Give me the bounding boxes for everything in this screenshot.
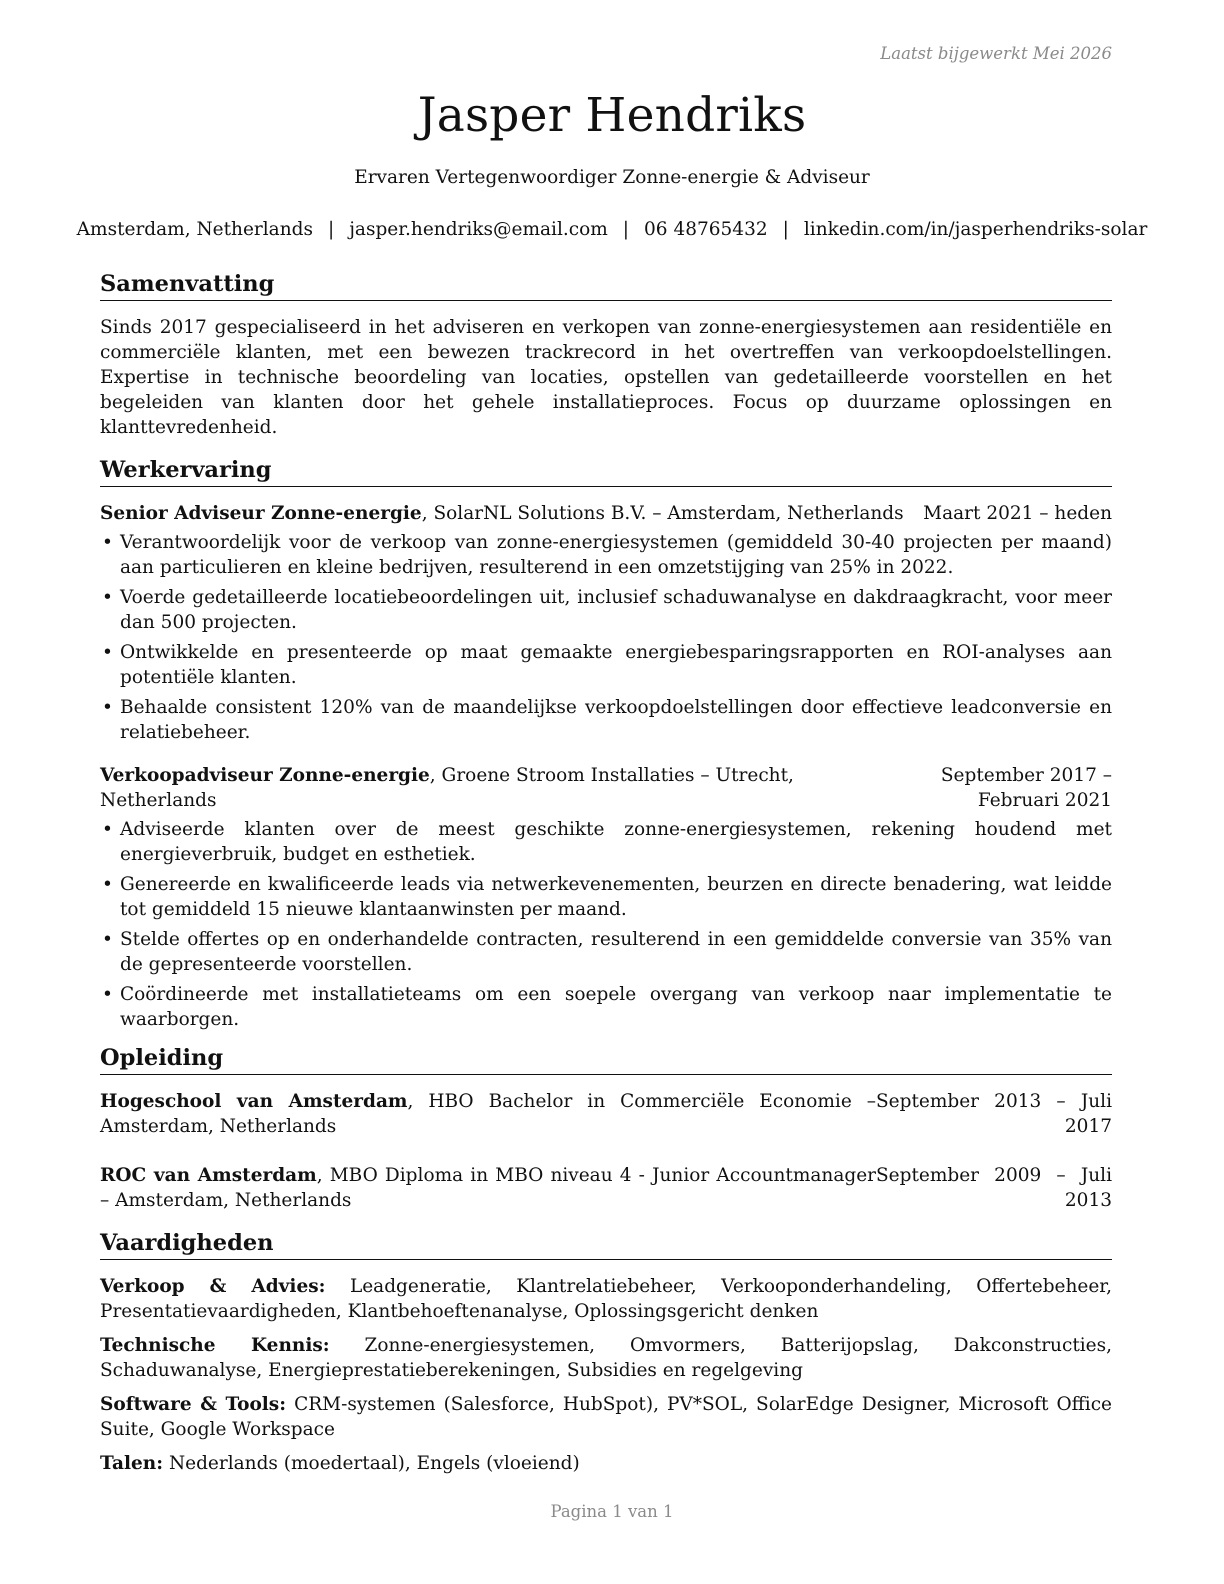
section-title-skills: Vaardigheden bbox=[100, 1229, 1112, 1260]
section-title-summary: Samenvatting bbox=[100, 270, 1112, 301]
experience-section bbox=[100, 456, 1112, 1032]
job-bullet: • Behaalde consistent 120% van de maandelijkse verkoopdoelstellingen door effectieve leadconversie en relatiebeheer. bbox=[100, 695, 1112, 745]
education-entry bbox=[100, 1089, 1112, 1139]
job-bullet: • Ontwikkelde en presenteerde op maat gemaakte energiebesparingsrapporten en ROI-analyses aan potentiële klanten. bbox=[100, 640, 1112, 690]
skill-text: Nederlands (moedertaal), Engels (vloeiend) bbox=[163, 1453, 580, 1474]
contact-location: Amsterdam, Netherlands bbox=[76, 219, 313, 240]
job-company: , SolarNL Solutions B.V. – Amsterdam, Netherlands bbox=[421, 503, 904, 524]
skills-section bbox=[100, 1229, 1112, 1476]
page-number: Pagina 1 van 1 bbox=[550, 1502, 674, 1521]
job-bullet: • Genereerde en kwalificeerde leads via netwerkevenementen, beurzen en directe benadering, wat leidde tot gemiddeld 15 nieuwe klantaanwinsten per maand. bbox=[100, 872, 1112, 922]
skill-group bbox=[100, 1274, 1112, 1324]
skill-text: Leadgeneratie, Klantrelatiebeheer, Verkooponderhandeling, Offertebeheer, Presentatievaardigheden, Klantbehoeftenanalyse, Oplossingsgericht denken bbox=[100, 1276, 1112, 1322]
contact-linkedin[interactable]: linkedin.com/in/jasperhendriks-solar bbox=[803, 219, 1148, 240]
education-school: ROC van Amsterdam bbox=[100, 1165, 317, 1186]
skill-group bbox=[100, 1392, 1112, 1442]
job-entry bbox=[100, 763, 1112, 1032]
skill-label: Verkoop & Advies: bbox=[100, 1276, 326, 1297]
contact-line bbox=[0, 219, 1224, 240]
skill-text: CRM-systemen (Salesforce, HubSpot), PV*SOL, SolarEdge Designer, Microsoft Office Suite, Google Workspace bbox=[100, 1394, 1113, 1440]
skill-label: Talen: bbox=[100, 1453, 164, 1474]
contact-separator: | bbox=[782, 219, 789, 240]
job-bullet: • Voerde gedetailleerde locatiebeoordelingen uit, inclusief schaduwanalyse en dakdraagkracht, voor meer dan 500 projecten. bbox=[100, 585, 1112, 635]
job-role: Senior Adviseur Zonne-energie bbox=[100, 503, 422, 524]
job-bullet: • Stelde offertes op en onderhandelde contracten, resulterend in een gemiddelde conversie van 35% van de gepresenteerde voorstellen. bbox=[100, 927, 1112, 977]
skill-group bbox=[100, 1451, 1112, 1476]
education-section bbox=[100, 1044, 1112, 1213]
contact-separator: | bbox=[327, 219, 335, 240]
candidate-name: Jasper Hendriks bbox=[417, 88, 807, 143]
section-title-education: Opleiding bbox=[100, 1044, 1112, 1075]
contact-phone: 06 48765432 bbox=[644, 219, 768, 240]
contact-email[interactable]: jasper.hendriks@email.com bbox=[349, 219, 608, 240]
tagline: Ervaren Vertegenwoordiger Zonne-energie & Adviseur bbox=[354, 167, 870, 188]
education-entry bbox=[100, 1163, 1112, 1213]
skill-group bbox=[100, 1333, 1112, 1383]
job-bullets bbox=[100, 530, 1112, 745]
education-dates: September 2009 – Juli 2013 bbox=[876, 1165, 1112, 1211]
job-bullet: • Coördineerde met installatieteams om een soepele overgang van verkoop naar implementatie te waarborgen. bbox=[100, 982, 1112, 1032]
contact-separator: | bbox=[622, 219, 630, 240]
job-company: , Groene Stroom Installaties – Utrecht, Netherlands bbox=[100, 765, 794, 811]
education-detail: , MBO Diploma in MBO niveau 4 - Junior Accountmanager – Amsterdam, Netherlands bbox=[100, 1165, 876, 1211]
job-header bbox=[100, 763, 1112, 813]
resume-body bbox=[100, 270, 1112, 1485]
job-entry bbox=[100, 501, 1112, 745]
summary-section bbox=[100, 270, 1112, 440]
skill-text: Zonne-energiesystemen, Omvormers, Batterijopslag, Dakconstructies, Schaduwanalyse, Energieprestatieberekeningen, Subsidies en regelgeving bbox=[100, 1335, 1112, 1381]
education-school: Hogeschool van Amsterdam bbox=[100, 1091, 408, 1112]
skill-label: Technische Kennis: bbox=[100, 1335, 330, 1356]
job-bullets bbox=[100, 817, 1112, 1032]
job-bullet: • Adviseerde klanten over de meest geschikte zonne-energiesystemen, rekening houdend met energieverbruik, budget en esthetiek. bbox=[100, 817, 1112, 867]
job-dates: September 2017 – Februari 2021 bbox=[940, 765, 1112, 811]
summary-text: Sinds 2017 gespecialiseerd in het adviseren en verkopen van zonne-energiesystemen aan residentiële en commerciële klanten, met een bewezen trackrecord in het overtreffen van verkoopdoelstellingen. Expertise in technische beoordeling van locaties, opstellen van gedetailleerde voorstellen en het begeleiden van klanten door het gehele installatieproces. Focus op duurzame oplossingen en klanttevredenheid. bbox=[100, 317, 1112, 438]
education-detail: , HBO Bachelor in Commerciële Economie – Amsterdam, Netherlands bbox=[100, 1091, 876, 1137]
section-title-experience: Werkervaring bbox=[100, 456, 1112, 487]
education-dates: September 2013 – Juli 2017 bbox=[876, 1091, 1112, 1137]
job-dates: Maart 2021 – heden bbox=[923, 503, 1112, 524]
job-header bbox=[100, 501, 1112, 526]
skill-label: Software & Tools: bbox=[100, 1394, 287, 1415]
job-bullet: • Verantwoordelijk voor de verkoop van zonne-energiesystemen (gemiddeld 30-40 projecten per maand) aan particulieren en kleine bedrijven, resulterend in een omzetstijging van 25% in 2022. bbox=[100, 530, 1112, 580]
job-role: Verkoopadviseur Zonne-energie bbox=[100, 765, 430, 786]
last-updated: Laatst bijgewerkt Mei 2026 bbox=[880, 44, 1112, 63]
